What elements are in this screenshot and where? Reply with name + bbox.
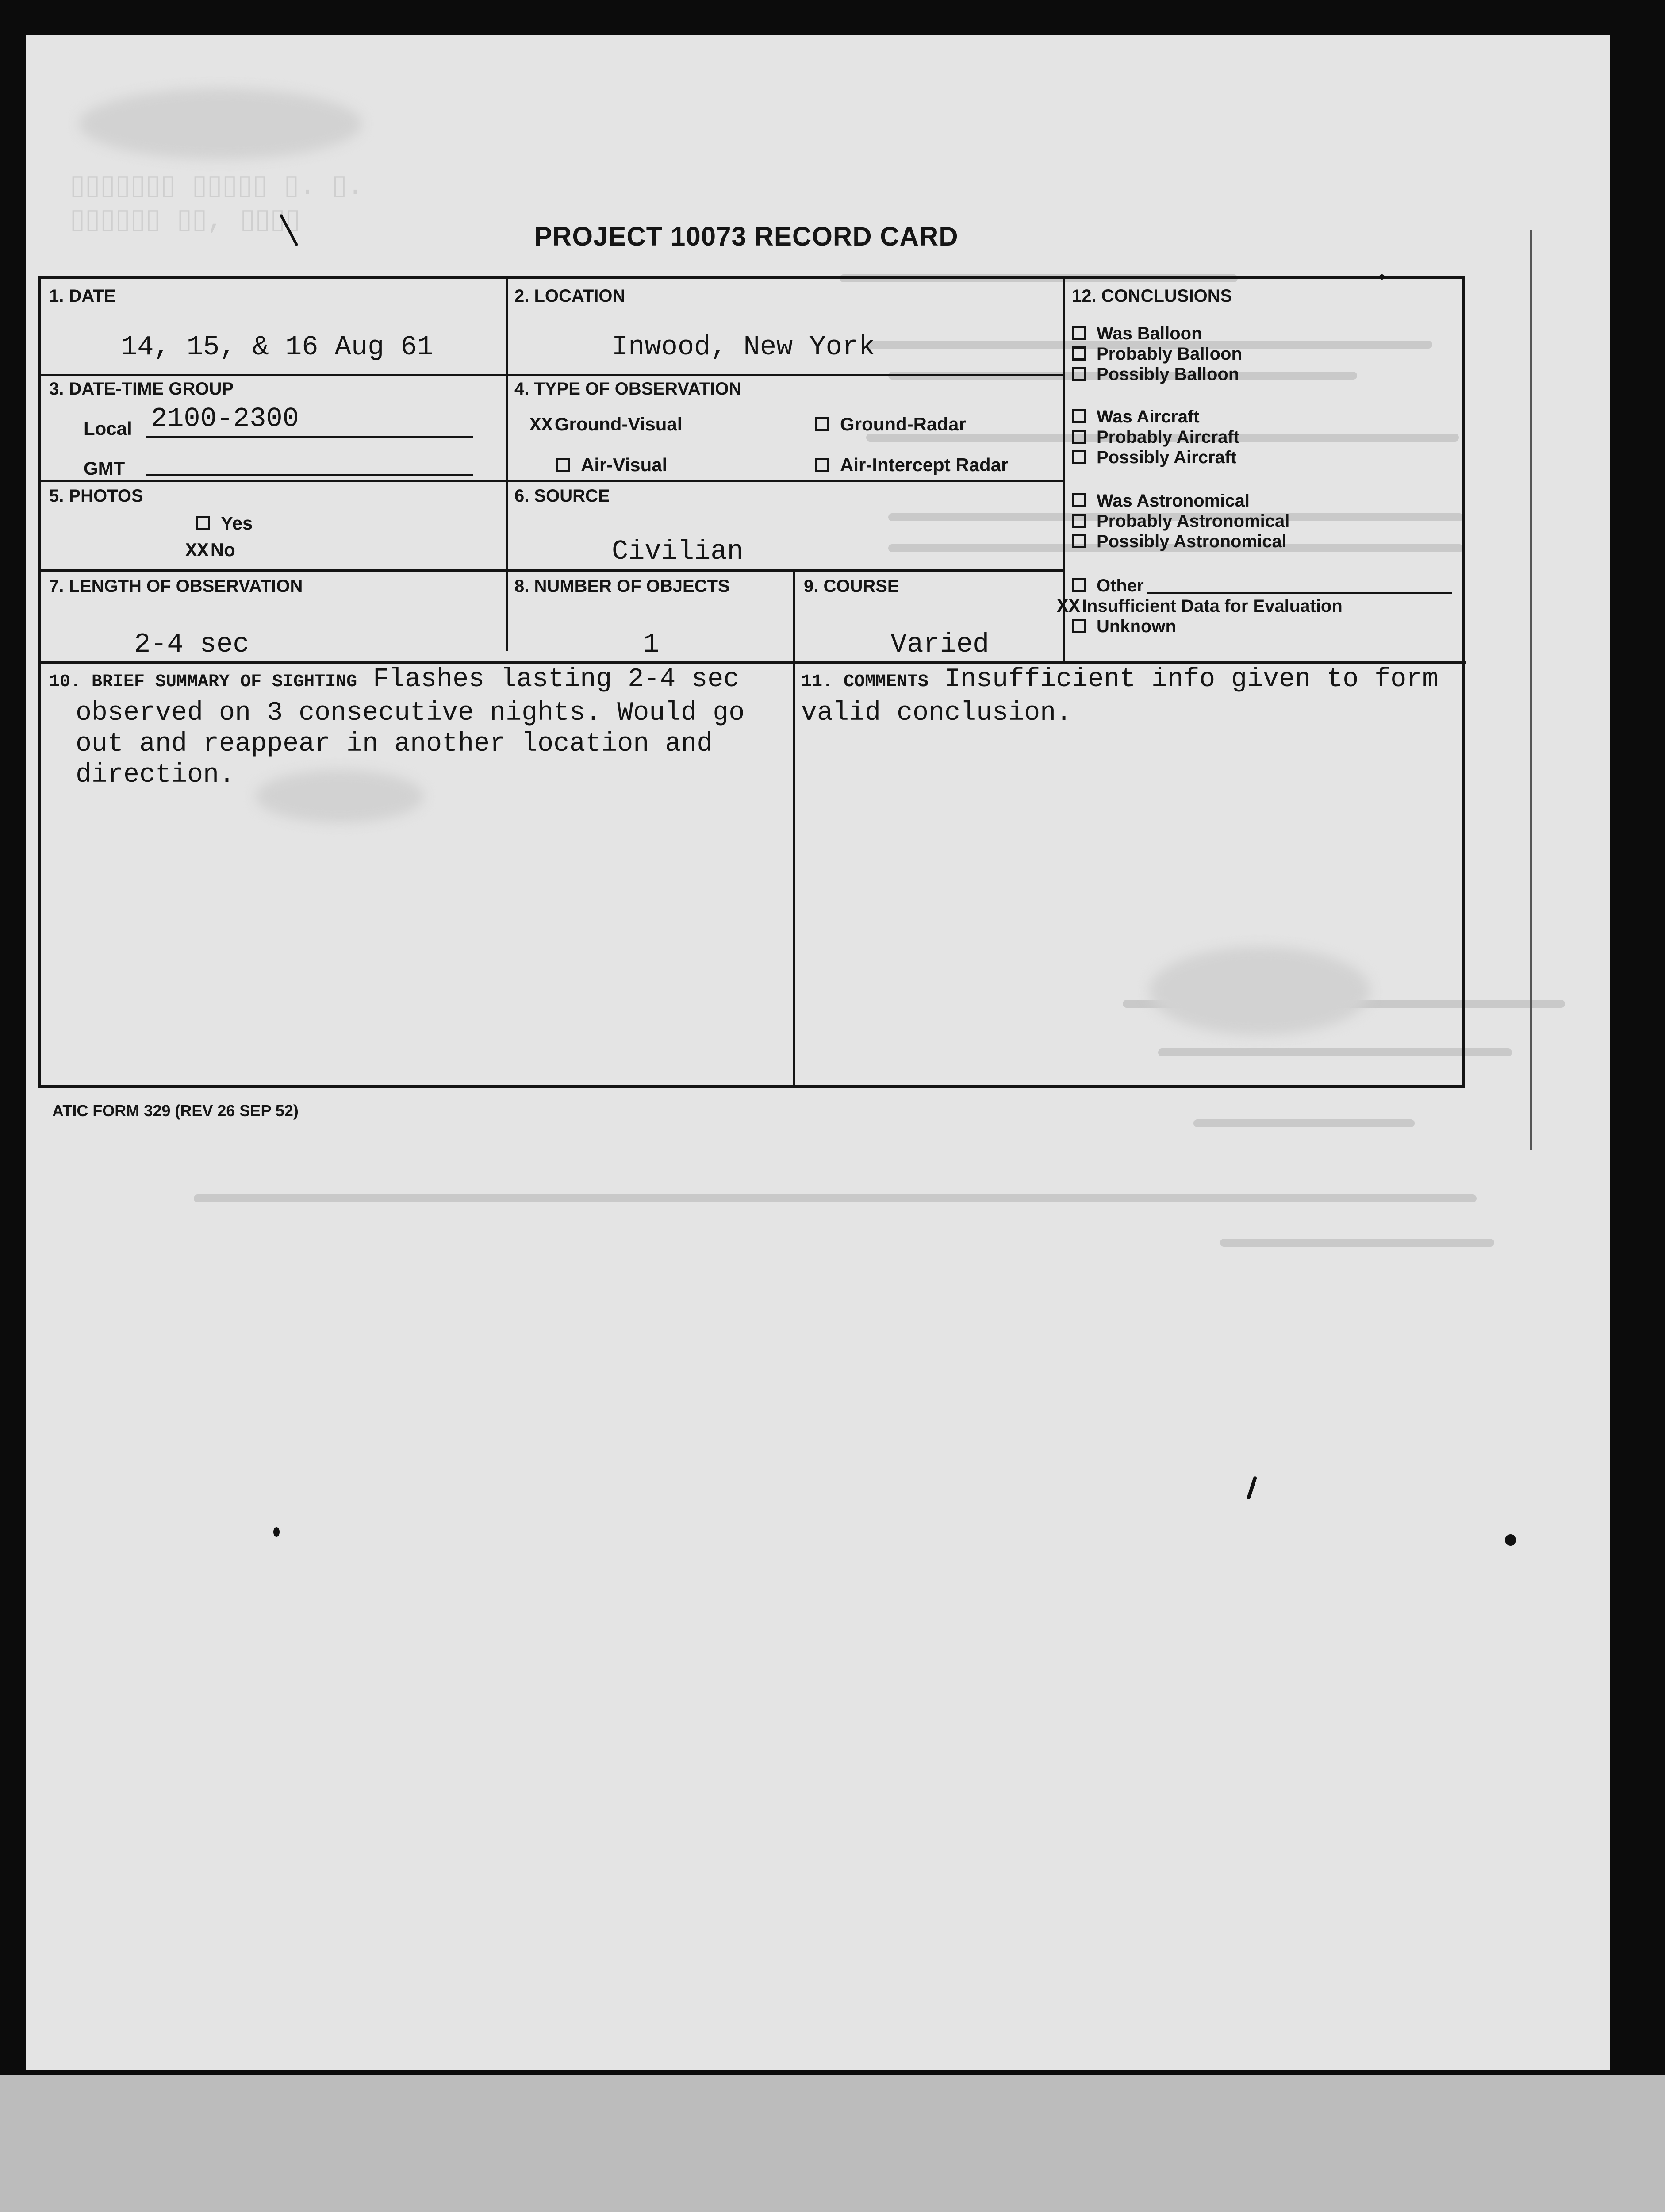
checkbox [1072, 409, 1086, 423]
conclusion-other [1072, 576, 1144, 596]
other-underline [1147, 592, 1452, 594]
bleed-through-text: ▯▯▯▯▯▯▯ ▯▯▯▯▯ ▯. ▯. ▯▯▯▯▯▯ ▯▯, ▯▯▯▯ [70, 171, 364, 236]
checkbox [1072, 578, 1086, 592]
length-of-observation-label: 7. LENGTH OF OBSERVATION [49, 576, 303, 596]
bleed-through-text [1220, 1239, 1494, 1247]
ink-speck [1379, 274, 1385, 280]
checked-mark: XX [185, 540, 209, 562]
conclusion-label: Possibly Balloon [1097, 365, 1239, 384]
card-title: PROJECT 10073 RECORD CARD [534, 222, 959, 251]
photos-no-option [185, 539, 235, 562]
checkbox [815, 458, 829, 472]
length-value: 2-4 sec [134, 629, 249, 660]
ink-speck [273, 1527, 280, 1537]
conclusion-was-aircraft [1072, 407, 1200, 427]
ground-visual-option [529, 414, 682, 437]
ground-visual-label: Ground-Visual [554, 414, 683, 434]
date-label: 1. DATE [49, 286, 116, 306]
checkbox [196, 516, 210, 530]
conclusion-label: Was Astronomical [1097, 491, 1250, 511]
ground-radar-label: Ground-Radar [840, 414, 966, 434]
location-label: 2. LOCATION [514, 286, 625, 306]
conclusion-label: Unknown [1097, 617, 1176, 636]
conclusion-possibly-aircraft [1072, 447, 1236, 468]
page-edge-line [1530, 230, 1532, 1150]
summary-line: observed on 3 consecutive nights. Would go [76, 698, 745, 728]
conclusion-possibly-astronomical [1072, 531, 1287, 552]
comments-paragraph [801, 664, 1438, 729]
summary-label: 10. BRIEF SUMMARY OF SIGHTING [49, 672, 357, 692]
ink-speck [1505, 1534, 1516, 1546]
comments-label: 11. COMMENTS [801, 672, 929, 692]
local-underline [146, 436, 473, 438]
checkbox [556, 458, 570, 472]
conclusion-was-balloon [1072, 323, 1202, 344]
conclusion-label: Probably Aircraft [1097, 427, 1240, 447]
bleed-through-text [194, 1194, 1477, 1202]
comments-line: valid conclusion. [801, 698, 1072, 728]
summary-paragraph [49, 664, 744, 791]
conclusion-probably-aircraft [1072, 427, 1239, 447]
summary-first-line: Flashes lasting 2-4 sec [373, 664, 740, 695]
comments-first-line: Insufficient info given to form [944, 664, 1439, 695]
conclusion-label: Was Aircraft [1097, 407, 1200, 426]
checkbox [1072, 450, 1086, 464]
stain [79, 88, 362, 159]
checkbox [1072, 619, 1086, 633]
conclusions-label: 12. CONCLUSIONS [1072, 286, 1232, 306]
conclusion-insufficient-data [1057, 596, 1343, 617]
divider [41, 374, 1063, 376]
conclusion-label: Probably Astronomical [1097, 511, 1290, 531]
location-value: Inwood, New York [612, 331, 875, 363]
date-value: 14, 15, & 16 Aug 61 [121, 331, 434, 363]
conclusion-label: Insufficient Data for Evaluation [1082, 596, 1343, 616]
date-time-group-label: 3. DATE-TIME GROUP [49, 379, 234, 399]
ground-radar-option [815, 414, 966, 435]
gmt-underline [146, 474, 473, 476]
record-card-form [38, 276, 1465, 1088]
conclusion-possibly-balloon [1072, 364, 1239, 384]
checkbox [815, 417, 829, 431]
summary-line: out and reappear in another location and [76, 729, 713, 759]
checkbox [1072, 430, 1086, 444]
air-visual-label: Air-Visual [581, 454, 668, 475]
type-of-observation-label: 4. TYPE OF OBSERVATION [514, 379, 742, 399]
form-number: ATIC FORM 329 (REV 26 SEP 52) [52, 1102, 299, 1120]
divider [41, 480, 1063, 482]
conclusion-label: Possibly Astronomical [1097, 532, 1287, 551]
bleed-through-text [1193, 1119, 1415, 1127]
gmt-label: GMT [84, 458, 125, 479]
divider [41, 661, 1466, 664]
checkbox [1072, 346, 1086, 361]
conclusion-label: Other [1097, 576, 1144, 595]
photos-yes-option [196, 513, 253, 534]
checkbox [1072, 514, 1086, 528]
checkbox [1072, 326, 1086, 340]
checked-mark: XX [529, 415, 553, 437]
conclusion-label: Possibly Aircraft [1097, 448, 1237, 467]
divider [41, 569, 1063, 572]
scanner-background-strip [0, 2075, 1665, 2212]
course-value: Varied [890, 629, 990, 660]
checkbox [1072, 493, 1086, 507]
checkbox [1072, 534, 1086, 548]
divider [793, 569, 795, 1086]
photos-label: 5. PHOTOS [49, 486, 143, 506]
source-label: 6. SOURCE [514, 486, 610, 506]
number-value: 1 [643, 629, 660, 660]
summary-line: direction. [76, 760, 235, 790]
conclusion-probably-astronomical [1072, 511, 1289, 531]
photos-yes-label: Yes [221, 513, 253, 534]
conclusion-label: Was Balloon [1097, 324, 1202, 343]
photos-no-label: No [210, 539, 235, 560]
checked-mark: XX [1057, 596, 1080, 618]
air-intercept-radar-label: Air-Intercept Radar [840, 454, 1009, 475]
conclusion-was-astronomical [1072, 491, 1250, 511]
conclusion-unknown [1072, 616, 1176, 637]
air-visual-option [556, 454, 667, 476]
local-label: Local [84, 418, 132, 439]
local-time-value: 2100-2300 [151, 403, 299, 434]
number-of-objects-label: 8. NUMBER OF OBJECTS [514, 576, 730, 596]
conclusion-label: Probably Balloon [1097, 344, 1242, 364]
checkbox [1072, 367, 1086, 381]
air-intercept-radar-option [815, 454, 1008, 476]
source-value: Civilian [612, 536, 744, 567]
conclusion-probably-balloon [1072, 344, 1242, 364]
course-label: 9. COURSE [804, 576, 899, 596]
divider [506, 279, 508, 651]
